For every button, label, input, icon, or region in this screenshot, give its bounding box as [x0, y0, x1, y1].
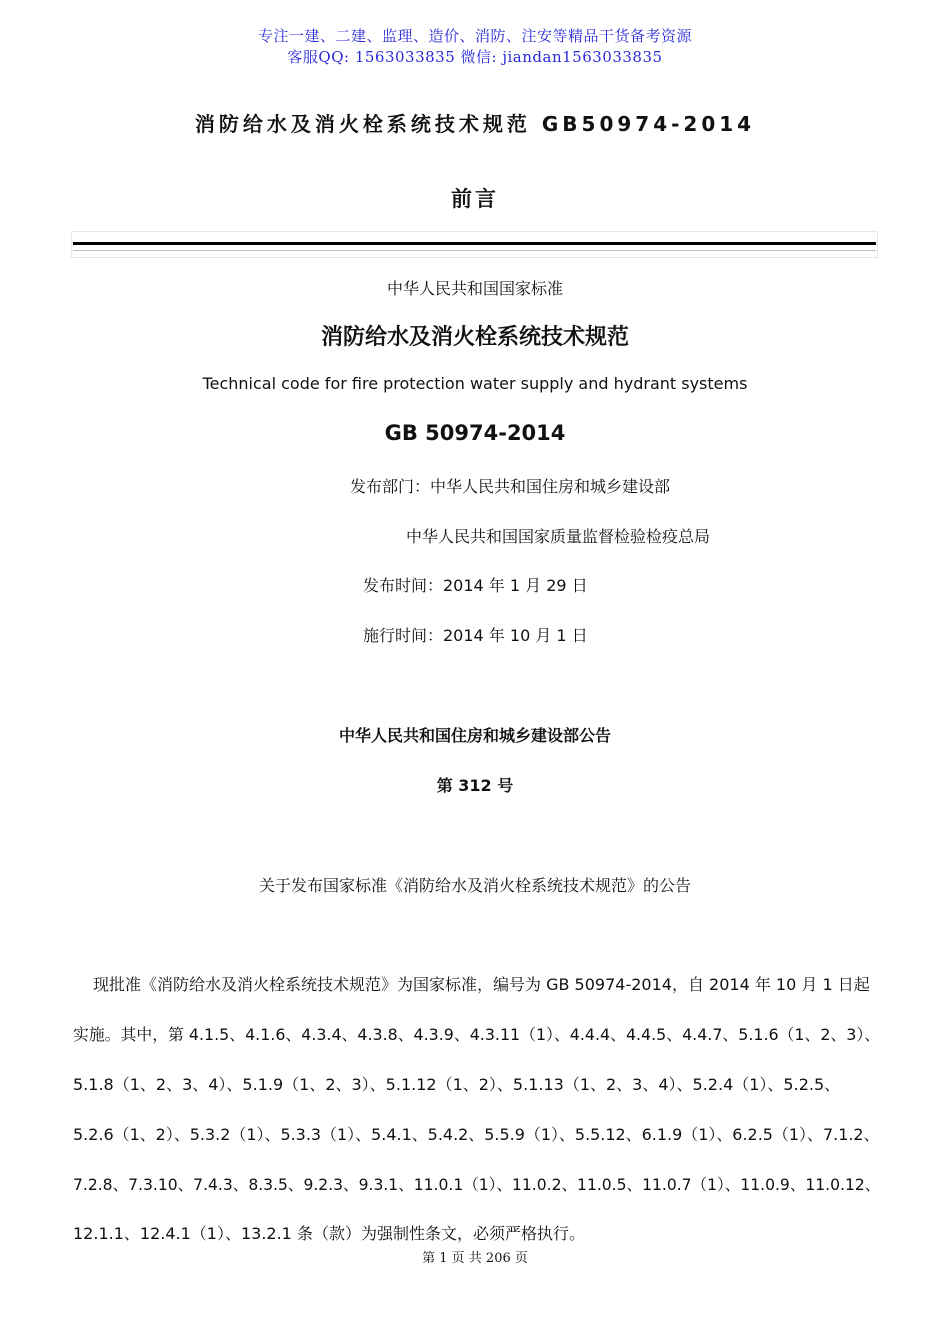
standard-code: GB 50974-2014	[384, 421, 566, 445]
announcement-body-line: 实施。其中，第 4.1.5、4.1.6、4.3.4、4.3.8、4.3.9、4.3.11（1）、4.4.4、4.4.5、4.4.7、5.1.6（1、2、3）、	[73, 1025, 881, 1044]
divider-thick	[73, 242, 876, 245]
announcement-body-line: 7.2.8、7.3.10、7.4.3、8.3.5、9.2.3、9.3.1、11.0.1（1）、11.0.2、11.0.5、11.0.7（1）、11.0.9、11.0.12、	[73, 1175, 881, 1194]
standard-title-cn: 消防给水及消火栓系统技术规范	[320, 325, 629, 350]
effective-date: 施行时间：2014 年 10 月 1 日	[363, 626, 588, 645]
document-title: 消防给水及消火栓系统技术规范 GB50974-2014	[194, 112, 756, 136]
page-number: 第 1 页 共 206 页	[422, 1251, 528, 1266]
issuer-second-line: 中华人民共和国国家质量监督检验检疫总局	[406, 527, 711, 546]
divider-thin	[73, 250, 876, 251]
announcement-number: 第 312 号	[436, 776, 514, 795]
issue-date: 发布时间：2014 年 1 月 29 日	[363, 576, 588, 595]
preface-heading: 前言	[451, 187, 499, 211]
announcement-body-line: 5.1.8（1、2、3、4）、5.1.9（1、2、3）、5.1.12（1、2）、5.1.13（1、2、3、4）、5.2.4（1）、5.2.5、	[73, 1075, 841, 1094]
announcement-body-line: 5.2.6（1、2）、5.3.2（1）、5.3.3（1）、5.4.1、5.4.2、5.5.9（1）、5.5.12、6.1.9（1）、6.2.5（1）、7.1.2、	[73, 1125, 880, 1144]
standard-title-en: Technical code for fire protection water supply and hydrant systems	[202, 374, 748, 393]
announcement-body-line: 12.1.1、12.4.1（1）、13.2.1 条（款）为强制性条文，必须严格执行。	[73, 1224, 585, 1243]
announcement-heading: 中华人民共和国住房和城乡建设部公告	[338, 726, 611, 745]
header-contact-line: 客服QQ: 1563033835 微信: jiandan1563033835	[287, 48, 663, 66]
announcement-body-line: 现批准《消防给水及消火栓系统技术规范》为国家标准，编号为 GB 50974-2014，自 2014 年 10 月 1 日起	[93, 975, 870, 994]
header-promo-line: 专注一建、二建、监理、造价、消防、注安等精品干货备考资源	[257, 27, 692, 45]
issuer-line: 发布部门：中华人民共和国住房和城乡建设部	[350, 477, 671, 496]
announcement-subject: 关于发布国家标准《消防给水及消火栓系统技术规范》的公告	[258, 876, 691, 895]
national-standard-label: 中华人民共和国国家标准	[386, 279, 563, 298]
